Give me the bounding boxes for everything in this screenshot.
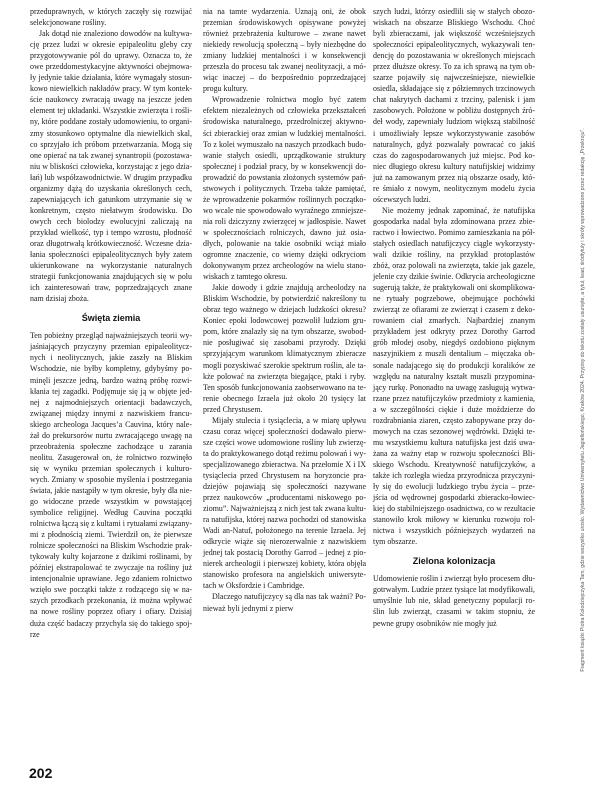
section-heading-swieta-ziemia: Święta ziemia	[81, 313, 141, 324]
paragraph: Nie możemy jednak zapominać, że natufijska gospodarka nadal była zdominowana przez zbieractwo i łowiectwo. Pomimo zamieszkania na półstałych osiedlach natufijczycy ciągle wykorzystywali dzikie rośliny, na przykład protoplastów zbóż, oraz polowali na zwierzęta, takie jak gazele, jelenie czy dzikie świnie. Odkrycia archeologiczne sugerują także, że praktykowali oni skomplikowane rytuały pogrzebowe, obejmujące pochówki zwierząt ze ofiarami ze zwierząt i czasem z dekorowaniem ciał zmarłych. Najbardziej znanym przykładem jest odkryty przez Dorothy Garrod grób młodej osoby, niegdyś ozdobiono pięknym naszyjnikiem z muszli dentalium – mięczaka obsonale nadającego się do produkcji koralików ze względu na naturalny kształt muszli przypominający rurkę. Pononadto na uwagę zasługują wytwarzane przez natufijczyków przedmioty z kamienia, a w szczególności ciękie i duże moździerze do rozdrabniania ziaren, często zabopywane przy domowych na czas sezonowej wędrówki. Dzięki temu wszystkiemu kultura natufijska jest dziś uważana za ważny etap w rozwoju społeczności Bliskiego Wschodu. Kreatywność natufijczyków, a także ich rozległa wiedza przyrodnicza przyczyniły się do ewolucji ludzkiego trybu życia – przejścia od wędrownej gospodarki zbieracko-łowieckiej do stabilniejszego osadnictwa, co w rezultacie stanowiło krok miłowy w kierunku rozwoju rolnictwa i wszystkich późniejszych wydarzeń na tym obszarze.	[373, 205, 535, 547]
paragraph: Jakie dowody i gdzie znajdują archeolodzy na Bliskim Wschodzie, by potwierdzić nakreślony tu obraz tego ważnego w dziejach ludzkości okresu? Koniec epoki lodowcowej pozwolił ludziom grupom, które znalazły się na tym obszarze, swobodnie posługiwać się zasobami przyrody. Dzięki sprzyjającym warunkom klimatycznym zbieracze mogli pozyskiwać szerokie spektrum roślin, ale także polować na zwierzęta biegające, ptaki i ryby. Ten sposób funkcjonowania zaobserwowano na terenie obecnego Izraela już około 20 tysięcy lat przed Chrystusem.	[203, 283, 366, 414]
text-column-middle	[203, 6, 366, 614]
paragraph: szych ludzi, którzy osiedlili się w stałych obozowiskach na obszarze Bliskiego Wschodu. Choć byli zbieraczami, jak większość wcześniejszych społeczności epipaleolitycznych, wykazywali tendencję do pozostawania w określonych miejscach przez dłuższe okresy. To za ich sprawą na tym obszarze pojawiły się najwcześniejsze, niewielkie osiedla, składające się z półziemnych trzcinowych chat nakrytych dachami z trzciny, palenisk i jam zasobowych. Położone w pobliżu dostępnych źródeł wody, zapewniały ludziom większą stabilność i umożliwiały lepsze wykorzystywanie zasobów naturalnych, gdyż pozwalały powracać co jakiś czas do zagospodarowanych już miejsc. Pod koniec długiego okresu kultury natufijskiej widzimy już na zamowanym przez nią obszarze osady, które śmiało z nowym, neolitycznym modelu życia oścewszych ludzi.	[373, 7, 535, 204]
paragraph: Wprowadzenie rolnictwa mogło być zatem efektem niezależnych od człowieka przekształceń środowiska naturalnego, przedrolniczej aktywności zbierackiej oraz zmian w ludzkiej mentalności. To z kolei wymuszało na naszych przodkach budowanie stałych osiedli, uprządkowanie struktury społecznej i podział pracy, by w konsekwencji doprowadzić do powstania złożonych systemów państwowych i politycznych. Trzeba także pamiętać, że wprowadzenie pokarmów roślinnych początkowo wcale nie spowodowało wyraźnego zmniejszenia roli dziczyzny zwierzęcej w jadłospisie. Nawet w społecznościach rolniczych, dawno już osiadłych, polowanie na takie osobniki wciąż miało ogromne znaczenie, co wiemy dzięki odkryciom dokonywanym przez archeologów na wielu stanowiskach z tamtego okresu.	[203, 95, 366, 282]
text-column-left	[30, 6, 192, 640]
paragraph: Dlaczego natufijczycy są dla nas tak ważni? Ponieważ byli jednymi z pierw	[203, 592, 366, 613]
text-column-right	[373, 6, 535, 629]
section-heading-zielona-kolonizacja: Zielona kolonizacja	[412, 556, 496, 567]
paragraph: Ten pobieżny przegląd najważniejszych teorii wyjaśniających przyczyny przemian epipaleolitycznych i neolitycznych, jakie zaszły na Bliskim Wschodzie, nie byłby kompletny, gdybyśmy pominęli jeszcze jedną, bardzo ważną próbę rozwikłania tej zagadki. Podjęmuje się ją w objęte jednej z najmodniejszych orientacji badawczych, związanej między innymi z nazwiskiem francuskiego archeologa Jacques’a Cauvina, który należał do prekursorów nurtu zwracającego uwagę na przeobrażenia społeczne zachodzące u zarania neolitu. Zasugerował on, że rolnictwo rozwinęło się w wyniku przemian społecznych i kulturowych. Zmiany w sposobie myślenia i postrzegania świata, jakie nastąpiły w tym okresie, były dla niego widoczne przede wszystkim w powstającej symbolice religijnej. Według Cauvina początki rolnictwa łączą się z kultami i rytuałami związanymi z płodnością ziemi. Twierdził on, że pierwsze rolnicze społeczności na Bliskim Wschodzie praktykowały kulty kojarzone z dzikimi roślinami, by później ekstrapolować te zwyczaje na rośliny już intencjonalnie uprawiane. Jego zdaniem rolnictwo wzięło swe początki także z rodzącego się w naszych przodkach przekonania, iż można wpływać na nowe rośliny poprzez ofiary i ofiary. Dzisiaj duża część badaczy przychyla się do takiego spojrze	[30, 331, 192, 639]
source-note-vertical: Fragment książki Piotra Kołodziejczyka Tam, gdzie wszystko urosło. Wydawnictwo Uniwersytetu Jagiellońskiego, Kraków 2024. Przypisy do tekstu zostały usunięte, a tytuł, lead, śródtytuły i skróty wprowadzone przez redakcję „Przekroju”.	[580, 128, 586, 672]
paragraph: przeduprawnych, w których zaczęły się rozwijać selekcjonowane rośliny.	[30, 7, 192, 28]
paragraph: nia na tamte wydarzenia. Uznają oni, że obok przemian środowiskowych opisywane powyżej również przebrażenia kulturowe – zwane nawet niekiedy rewolucją społeczną – były niezbędne do zmiany ludzkiej mentalności i w konsekwencji przeszła do procesu tak zwanej neolityzacji, a mówiąc inaczej – do bezpośrednio poprzedzającej progu kultury.	[203, 7, 366, 94]
paragraph: Udomowienie roślin i zwierząt było procesem długotrwałym. Ludzie przez tysiące lat modyfikowali, umyślnie lub nie, skład genetyczny populacji roślin lub zwierząt, czasami w takim stopniu, że pewne grupy osobników nie mogły już	[373, 574, 536, 628]
paragraph: Jak dotąd nie znaleziono dowodów na kultywację przez ludzi w okresie epipaleolitu gleby czy przygotowywanie pól do uprawy. Oznacza to, że owe przeddomestykacyjne aktywności obejmowały jedynie takie działania, które wymagały stosunkowo niewielkich nakładów pracy. W tym kontekście naukowcy zwracają uwagę na jeszcze jeden element tej układanki. Wszystkie zwierzęta i rośliny, które poddane zostały udomowieniu, to organizmy stosunkowo optymalne dla niewielkich skal, co sprzyjało ich próbom przetwarzania. Mogą się one opierać na tak zwanej synantropii (pozostawaniu w bliskości człowieka, korzystając z jego działań) lub współzawodnictwie. W drugim przypadku organizmy dążą do uzyskania określonych cech, zapewniających ich gatunkom utrzymanie się w konkretnym, często niełatwym środowisku. Do owych cech biolodzy ewolucyjni zaliczają na przykład wielkość, typ i tempo wzrostu, płodność oraz długotrwałą krótkowieczność. Wczesne działania społeczności epipaleolitycznych były zatem ukierunkowane na wykorzystanie naturalnych strategii funkcjonowania znajdujących się w polu ich zainteresowań traw, poprzedzających znane nam dzisiaj zboża.	[30, 29, 192, 304]
paragraph: Mijały stulecia i tysiąclecia, a w miarę upływu czasu coraz więcej społeczności dodawało pierwsze części wowe udomowione rośliny lub zwierzęta do praktykowanego dotąd reżimu polowań i wyspecjalizowanego zbieractwa. Na przełomie X i IX tysiąclecia przed Chrystusem na horyzoncie pradziejów pojawiają się społeczności nazywane przez naukowców „producentami niskowego poziomu”. Najważniejszą z nich jest tak zwana kultura natufijska, której nazwa pochodzi od stanowiska Wadi an-Natuf, położonego na terenie Izraela. Jej odkrycie wiąże się nierozerwalnie z nazwiskiem jednej tak postacią Dorothy Garrod – jednej z pionierek archeologii i pierwszej kobiety, która objęła stanowisko profesora na angielskich uniwersytetach w Oksfordzie i Cambridge.	[203, 415, 366, 591]
page-number: 202	[29, 765, 53, 781]
